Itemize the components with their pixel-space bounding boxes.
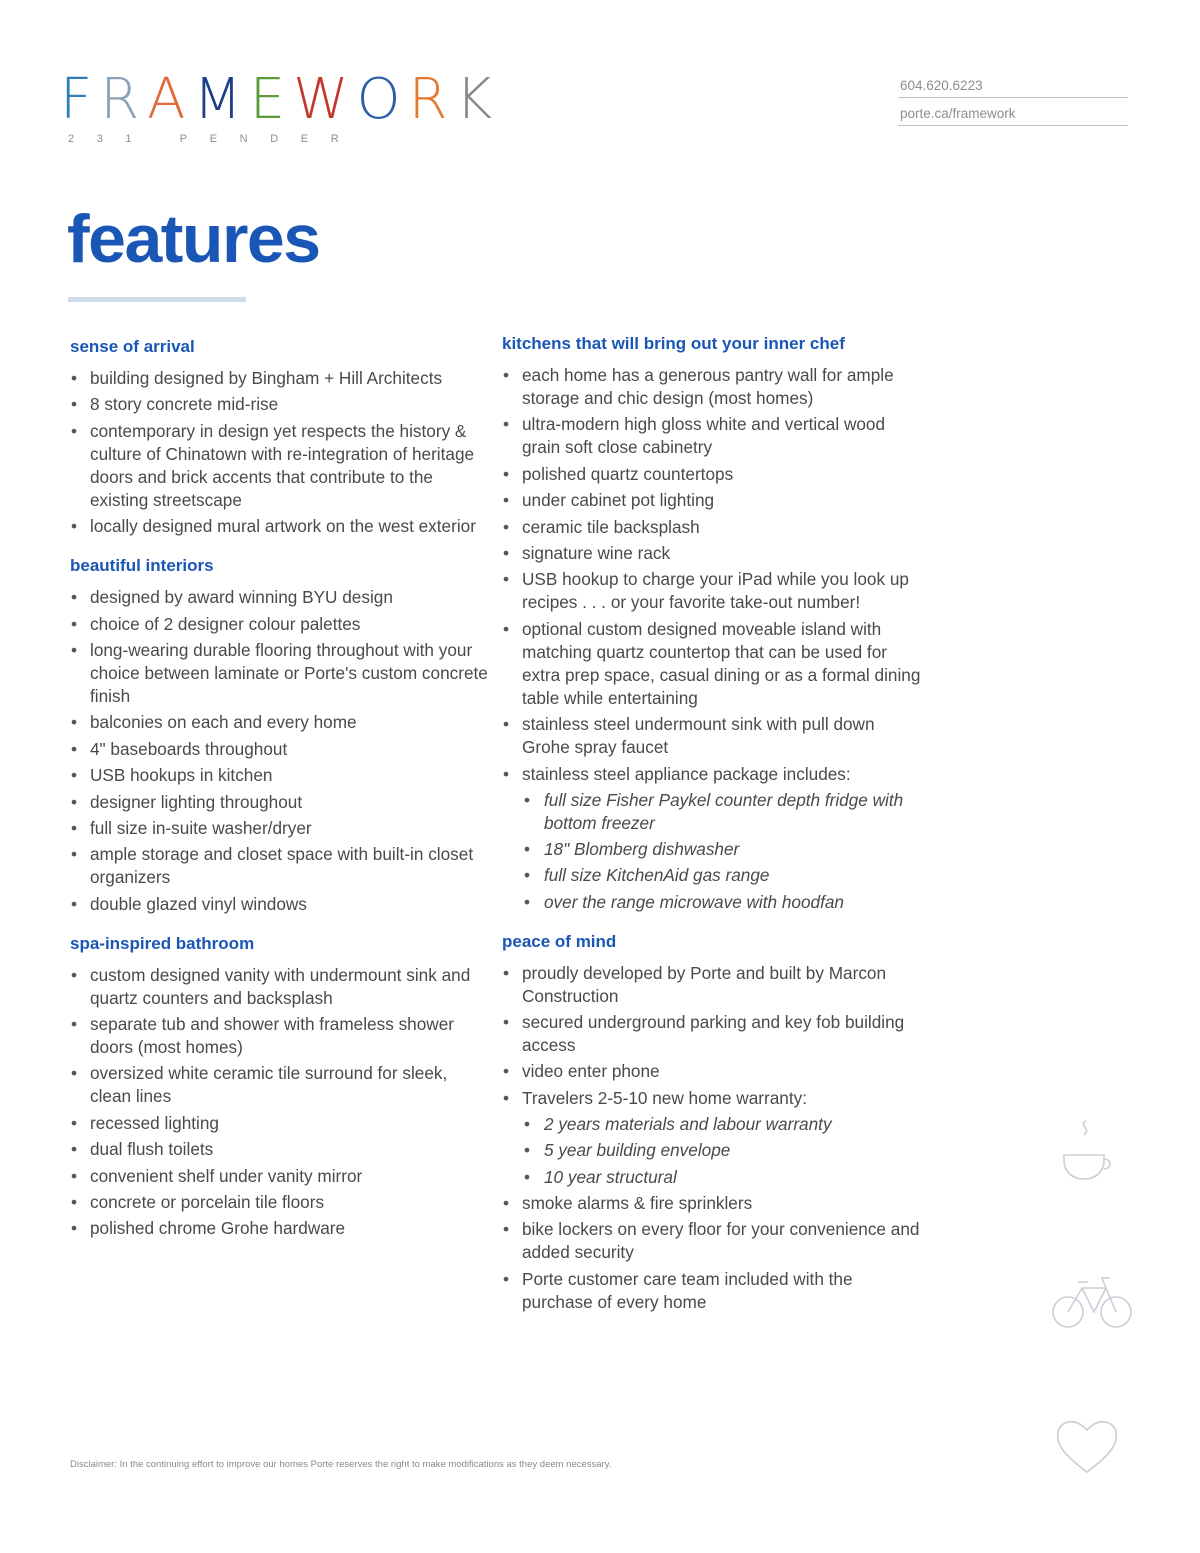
feature-subitem: • full size Fisher Paykel counter depth fridge with bottom freezer <box>522 789 922 835</box>
logo-letter: K <box>455 67 501 132</box>
feature-section <box>502 331 922 914</box>
title-underline <box>68 297 246 302</box>
disclaimer: Disclaimer: In the continuing effort to improve our homes Porte reserves the right to make modifications as they deem necessary. <box>70 1459 612 1470</box>
feature-item <box>70 1013 490 1059</box>
feature-item <box>70 613 490 636</box>
right-column <box>502 331 922 1329</box>
feature-item-text: video enter phone <box>522 1061 660 1082</box>
feature-item <box>502 1268 922 1314</box>
feature-item-text: contemporary in design yet respects the history & culture of Chinatown with re-integration of heritage doors and brick accents that contribute to the existing streetscape <box>90 420 475 510</box>
feature-item <box>70 791 490 814</box>
section-heading: kitchens that will bring out your inner chef <box>502 334 845 353</box>
feature-item <box>502 1011 922 1057</box>
feature-item-text: USB hookups in kitchen <box>90 765 273 786</box>
feature-item-text: 8 story concrete mid-rise <box>90 394 279 415</box>
feature-item-text: stainless steel appliance package includes: <box>522 763 851 784</box>
page-title: features <box>67 201 320 277</box>
feature-subitem: • 2 years materials and labour warranty <box>522 1113 922 1136</box>
feature-list <box>70 586 490 916</box>
logo-letter: F <box>60 67 101 132</box>
logo-letter: M <box>193 67 250 132</box>
feature-item-text: 4" baseboards throughout <box>90 738 288 759</box>
feature-item <box>70 1112 490 1135</box>
framework-logo <box>60 66 501 132</box>
feature-item-text: designer lighting throughout <box>90 791 303 812</box>
feature-item-text: ultra-modern high gloss white and vertical wood grain soft close cabinetry <box>522 414 886 458</box>
contact-block <box>898 76 1128 132</box>
left-column <box>70 334 490 1255</box>
feature-item <box>70 711 490 734</box>
phone-number: 604.620.6223 <box>898 76 1128 98</box>
logo-wordmark <box>60 66 501 132</box>
feature-item-text: bike lockers on every floor for your convenience and added security <box>522 1219 920 1263</box>
feature-item <box>502 1192 922 1215</box>
feature-item <box>502 489 922 512</box>
feature-item-text: concrete or porcelain tile floors <box>90 1192 325 1213</box>
feature-item <box>502 413 922 459</box>
feature-item-text: polished quartz countertops <box>522 463 734 484</box>
feature-item <box>502 516 922 539</box>
feature-item <box>502 542 922 565</box>
feature-item-text: oversized white ceramic tile surround for sleek, clean lines <box>90 1063 448 1107</box>
feature-subitem: • full size KitchenAid gas range <box>522 864 922 887</box>
feature-item-text: custom designed vanity with undermount sink and quartz counters and backsplash <box>90 964 471 1008</box>
section-heading: peace of mind <box>502 931 617 951</box>
feature-item-text: stainless steel undermount sink with pull down Grohe spray faucet <box>522 714 875 758</box>
feature-item <box>70 367 490 390</box>
feature-item <box>70 639 490 708</box>
feature-list <box>502 364 922 914</box>
feature-item-text: secured underground parking and key fob building access <box>522 1012 905 1056</box>
feature-item-text: dual flush toilets <box>90 1139 214 1160</box>
feature-subitem: • 10 year structural <box>522 1166 922 1189</box>
feature-item <box>70 893 490 916</box>
feature-item-text: signature wine rack <box>522 542 671 563</box>
feature-item <box>502 1060 922 1083</box>
section-heading: sense of arrival <box>70 337 195 356</box>
feature-sublist <box>522 789 922 914</box>
feature-item <box>70 515 490 538</box>
feature-item-text: under cabinet pot lighting <box>522 490 715 511</box>
feature-item <box>70 1062 490 1108</box>
feature-item <box>502 763 922 914</box>
feature-item <box>70 817 490 840</box>
feature-item <box>70 420 490 512</box>
feature-section <box>70 553 490 916</box>
feature-item-text: double glazed vinyl windows <box>90 893 307 914</box>
feature-item-text: each home has a generous pantry wall for ample storage and chic design (most homes) <box>522 365 894 408</box>
logo-letter: R <box>408 67 456 132</box>
heart-icon <box>1050 1414 1124 1483</box>
section-heading: spa-inspired bathroom <box>70 933 255 953</box>
feature-item <box>70 764 490 787</box>
bicycle-icon <box>1050 1272 1136 1339</box>
feature-item-text: proudly developed by Porte and built by Marcon Construction <box>522 962 887 1006</box>
feature-subitem: • 18" Blomberg dishwasher <box>522 838 922 861</box>
feature-item-text: USB hookup to charge your iPad while you look up recipes . . . or your favorite take-out number! <box>522 569 909 613</box>
feature-item-text: long-wearing durable flooring throughout with your choice between laminate or Porte's custom concrete finish <box>90 639 488 706</box>
feature-item-text: locally designed mural artwork on the west exterior <box>90 516 476 537</box>
feature-item-text: smoke alarms & fire sprinklers <box>522 1193 753 1214</box>
feature-item <box>502 618 922 710</box>
feature-item <box>70 393 490 416</box>
logo-letter: A <box>147 67 194 132</box>
logo-letter: O <box>356 67 409 132</box>
coffee-cup-icon <box>1050 1115 1120 1190</box>
feature-item <box>502 713 922 759</box>
feature-item <box>70 843 490 889</box>
feature-item-text: Porte customer care team included with the purchase of every home <box>522 1268 853 1312</box>
feature-item <box>502 463 922 486</box>
feature-item-text: optional custom designed moveable island with matching quartz countertop that can be used for extra prep space, casual dining or as a formal dining table while entertaining <box>522 618 921 708</box>
feature-section <box>70 334 490 538</box>
feature-item <box>70 964 490 1010</box>
feature-item <box>70 738 490 761</box>
feature-subitem: • over the range microwave with hoodfan <box>522 891 922 914</box>
feature-item-text: building designed by Bingham + Hill Architects <box>90 368 443 388</box>
feature-item <box>502 962 922 1008</box>
feature-sublist <box>522 1113 922 1189</box>
feature-item <box>70 1191 490 1214</box>
feature-item-text: Travelers 2-5-10 new home warranty: <box>522 1087 807 1108</box>
feature-item-text: convenient shelf under vanity mirror <box>90 1165 363 1186</box>
feature-item <box>502 1087 922 1189</box>
feature-subitem: • 5 year building envelope <box>522 1139 922 1162</box>
feature-item-text: polished chrome Grohe hardware <box>90 1218 346 1239</box>
feature-item-text: designed by award winning BYU design <box>90 587 393 608</box>
feature-item <box>502 1218 922 1264</box>
feature-list <box>70 367 490 538</box>
feature-item-text: full size in-suite washer/dryer <box>90 817 312 838</box>
section-heading: beautiful interiors <box>70 556 214 576</box>
feature-item-text: choice of 2 designer colour palettes <box>90 613 361 634</box>
feature-list <box>502 962 922 1314</box>
feature-item <box>502 364 922 410</box>
logo-letter: R <box>100 67 148 132</box>
feature-list <box>70 964 490 1241</box>
feature-section <box>502 929 922 1314</box>
feature-item <box>70 1138 490 1161</box>
feature-item-text: ample storage and closet space with built-in closet organizers <box>90 844 474 888</box>
feature-item <box>70 1217 490 1240</box>
website-link[interactable]: porte.ca/framework <box>898 104 1128 126</box>
logo-address: 231 PENDER <box>68 133 362 145</box>
feature-section <box>70 931 490 1241</box>
feature-item <box>70 586 490 609</box>
feature-item-text: separate tub and shower with frameless shower doors (most homes) <box>90 1014 454 1058</box>
feature-item-text: ceramic tile backsplash <box>522 516 700 537</box>
feature-item-text: recessed lighting <box>90 1112 219 1133</box>
feature-item <box>502 568 922 614</box>
logo-letter: W <box>293 67 357 132</box>
feature-item-text: balconies on each and every home <box>90 712 357 733</box>
logo-letter: E <box>249 67 294 132</box>
feature-item <box>70 1165 490 1188</box>
